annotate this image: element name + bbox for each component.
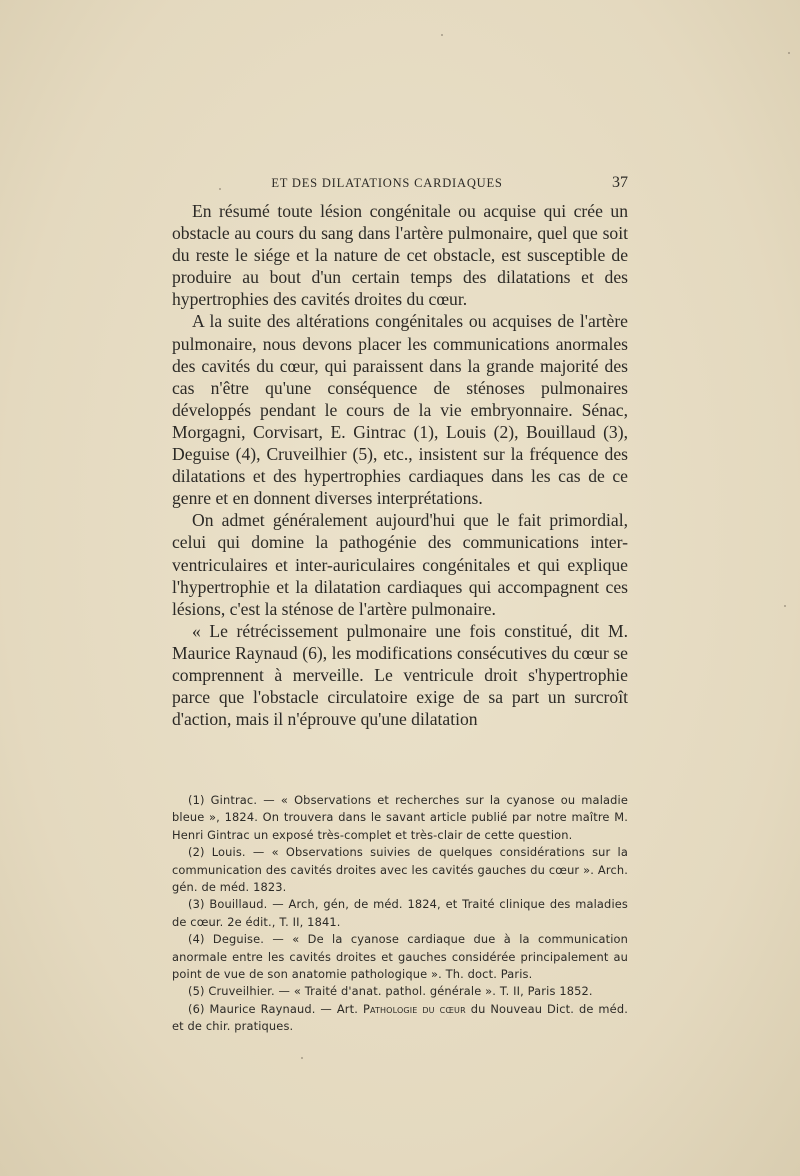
paper-speck (441, 34, 443, 36)
footnotes (172, 792, 628, 1036)
footnote (172, 1001, 628, 1036)
paragraph: On admet généralement aujourd'hui que le fait primordial, celui qui domine la pathogénie des communications inter-ventriculaires et inter-auriculaires congénitales et qui explique l'hypertrophie et la dilatation cardiaques qui accompagnent ces lésions, c'est la sténose de l'artère pulmonaire. (172, 510, 628, 619)
footnote-text: du Nouveau Dict. de méd. et de chir. pratiques. (172, 1001, 628, 1034)
paper-speck (219, 188, 221, 190)
footnote: (3) Bouillaud. — Arch, gén, de méd. 1824, et Traité clinique des maladies de cœur. 2e édit., T. II, 1841. (172, 897, 628, 929)
paper-speck (788, 52, 790, 54)
footnote-text: (6) Maurice Raynaud. — Art. (188, 1001, 363, 1016)
paragraph: En résumé toute lésion congénitale ou acquise qui crée un obstacle au cours du sang dans l'artère pulmonaire, quel que soit du reste le siége et la nature de cet obstacle, est susceptible de produire au bout d'un certain temps des dilatations et des hypertrophies des cavités droites du cœur. (172, 201, 628, 310)
running-title: ET DES DILATATIONS CARDIAQUES (271, 176, 503, 190)
running-header (172, 174, 628, 192)
paragraph: A la suite des altérations congénitales ou acquises de l'artère pulmonaire, nous devons placer les communications anormales des cavités du cœur, qui paraissent dans la grande majorité des cas n'être qu'une conséquence de sténoses pulmonaires développés pendant le cours de la vie embryonnaire. Sénac, Morgagni, Corvisart, E. Gintrac (1), Louis (2), Bouillaud (3), Deguise (4), Cruveilhier (5), etc., insistent sur la fréquence des dilatations et des hypertrophies cardiaques dans les cas de ce genre et en donnent diverses interprétations. (172, 311, 628, 509)
footnote: (4) Deguise. — « De la cyanose cardiaque due à la communication anormale entre les cavités droites et gauches considérée principalement au point de vue de son anatomie pathologique ». Th. doct. Paris. (172, 932, 628, 982)
footnote: (2) Louis. — « Observations suivies de quelques considérations sur la communication des cavités droites avec les cavités gauches du cœur ». Arch. gén. de méd. 1823. (172, 845, 628, 895)
body-text (172, 200, 628, 730)
page-number: 37 (612, 174, 628, 191)
paper-speck (784, 605, 786, 607)
footnote: (1) Gintrac. — « Observations et recherches sur la cyanose ou maladie bleue », 1824. On trouvera dans le savant article publié par notre maître M. Henri Gintrac un exposé très-complet et très-clair de cette question. (172, 793, 628, 842)
paragraph: « Le rétrécissement pulmonaire une fois constitué, dit M. Maurice Raynaud (6), les modifications consécutives du cœur se comprennent à merveille. Le ventricule droit s'hypertrophie parce que l'obstacle circulatoire exige de sa part un surcroît d'action, mais il n'éprouve qu'une dilatation (172, 620, 628, 730)
footnote: (5) Cruveilhier. — « Traité d'anat. pathol. générale ». T. II, Paris 1852. (188, 984, 593, 999)
footnote-smallcaps-title: Pathologie du cœur (362, 1001, 466, 1016)
paper-speck (301, 1057, 303, 1059)
